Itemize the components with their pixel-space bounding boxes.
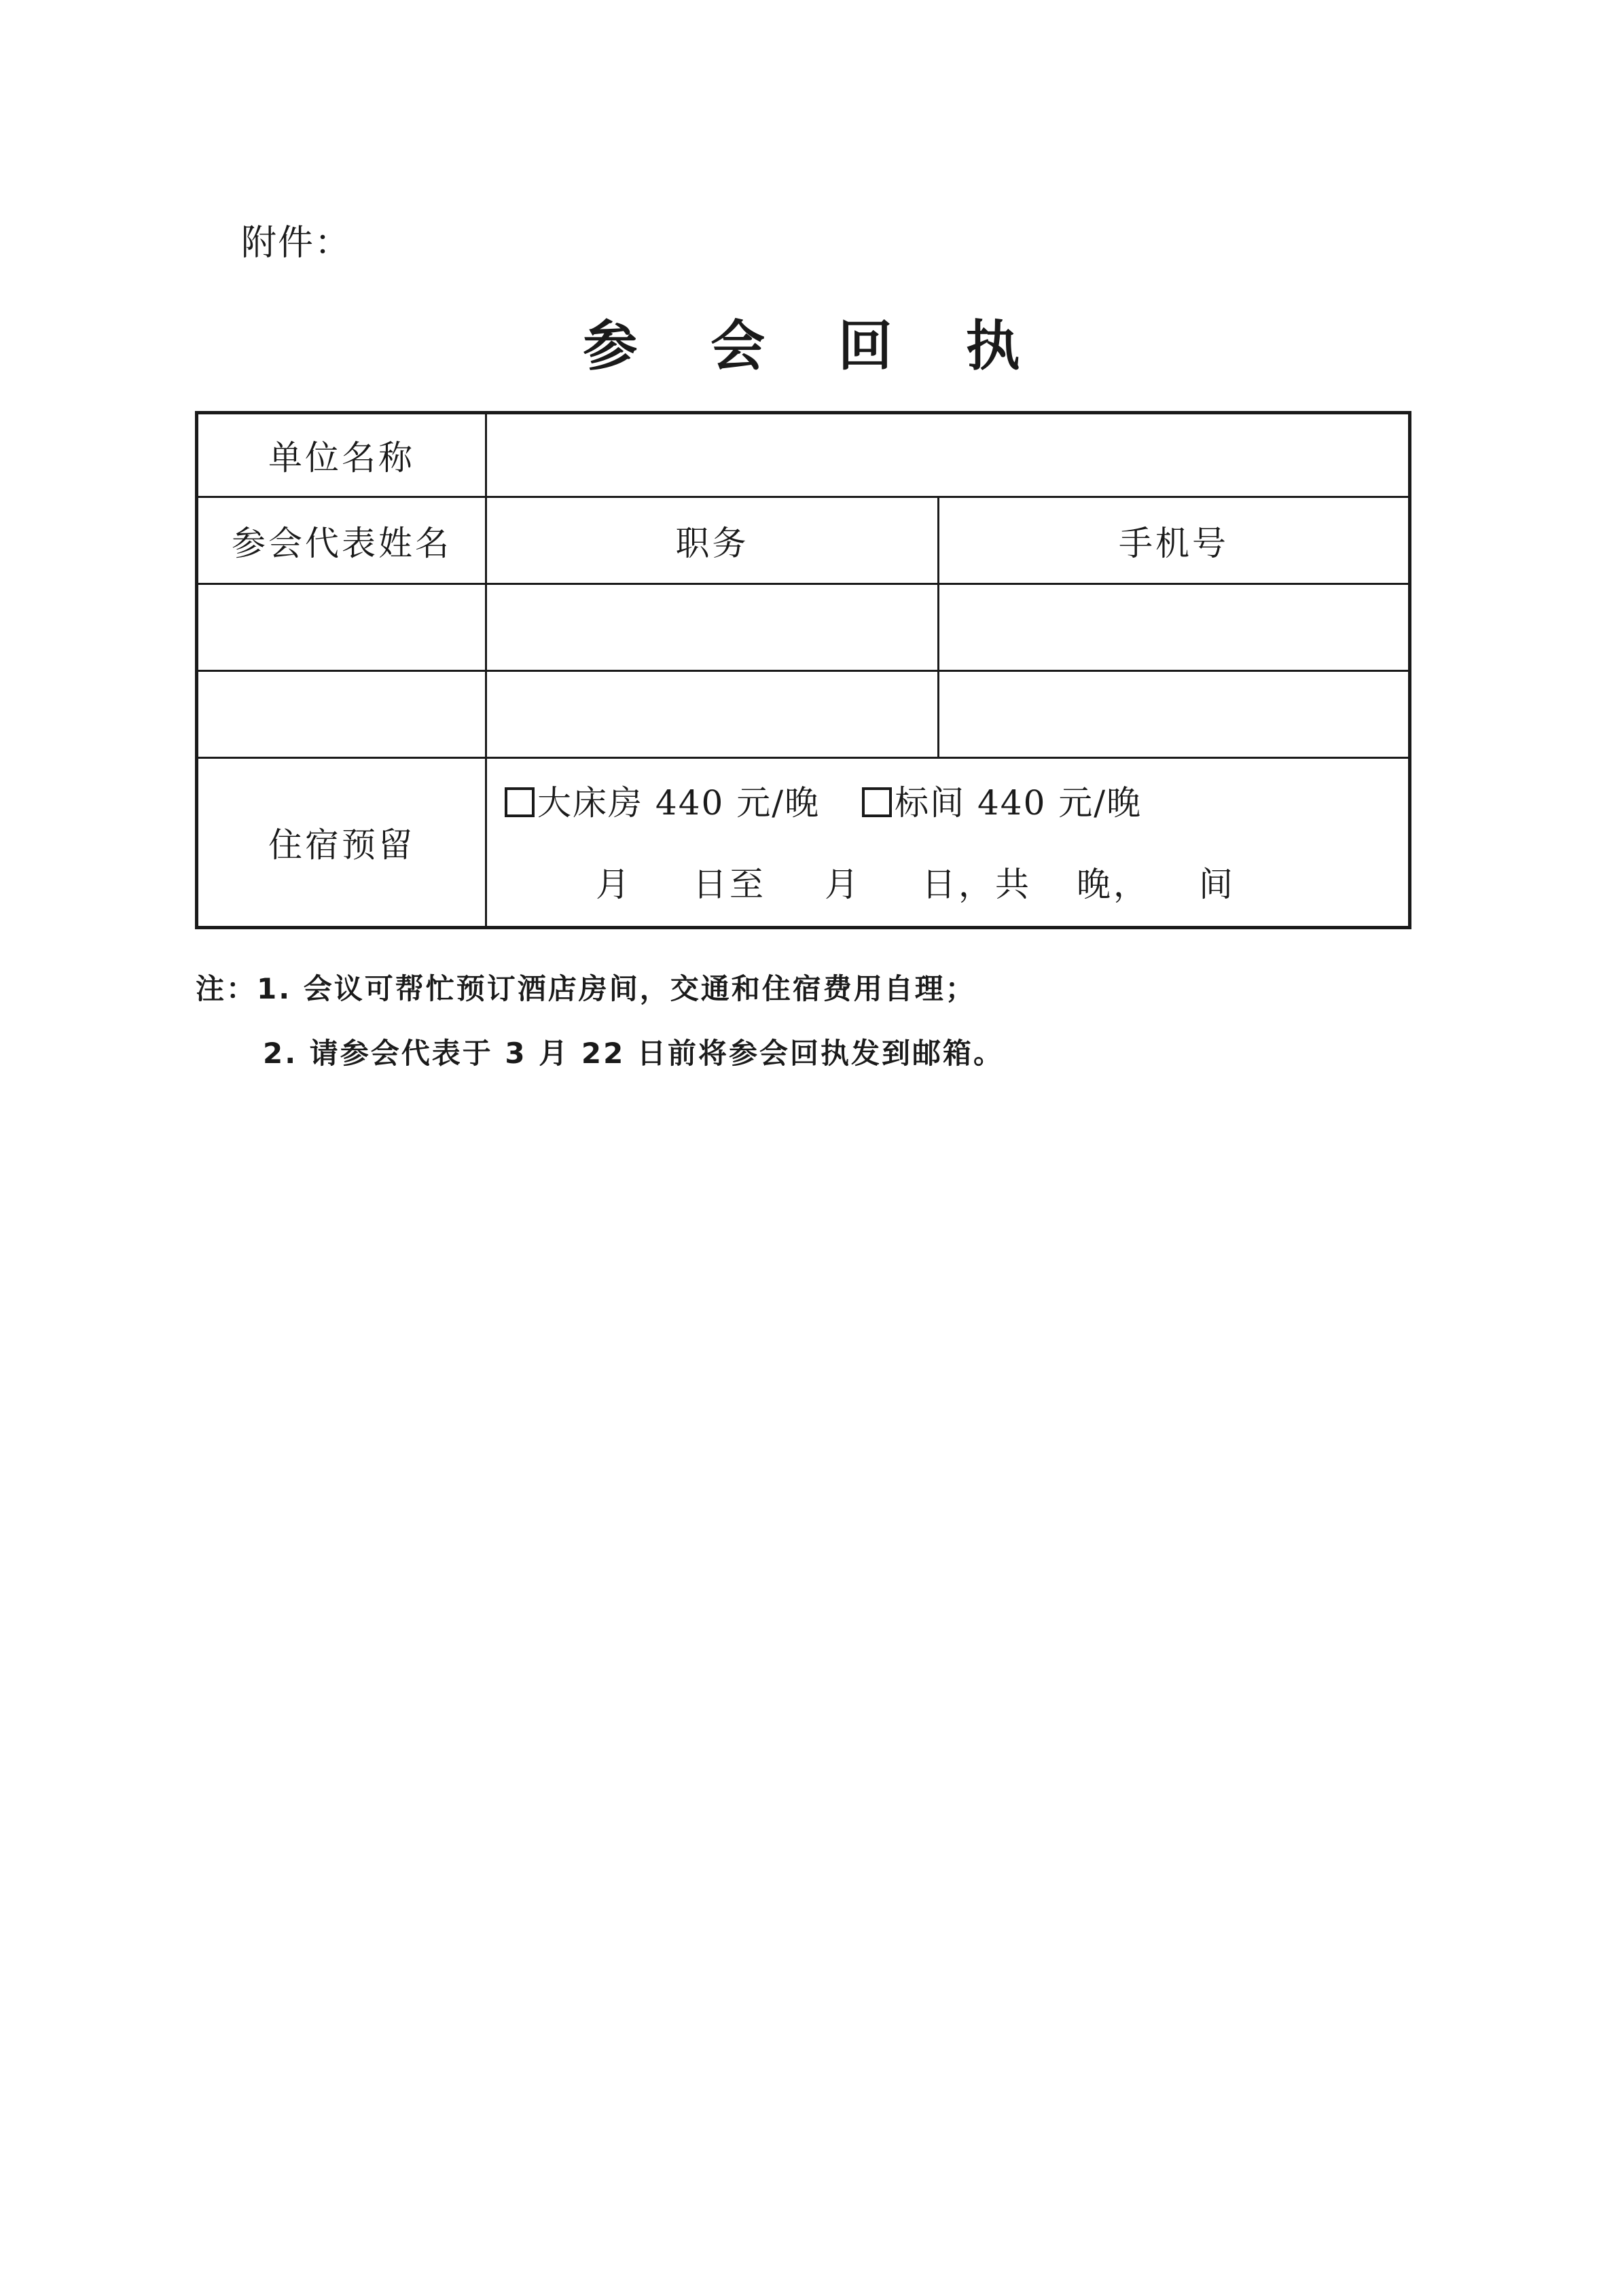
day-to-label: 日至 — [693, 865, 766, 904]
lodging-row — [197, 758, 1410, 928]
stay-dates-line — [487, 861, 1408, 908]
attachment-label: 附件： — [241, 223, 352, 264]
room-options — [505, 779, 1142, 827]
position-field[interactable] — [486, 671, 939, 758]
rooms-label: 间 — [1199, 865, 1236, 904]
month-from-label: 月 — [596, 865, 632, 904]
rep-name-field[interactable] — [197, 584, 486, 671]
twin-room-label: 标间 440 元/晚 — [895, 783, 1142, 823]
rep-name-header: 参会代表姓名 — [197, 497, 486, 584]
table-row — [197, 584, 1410, 671]
month-to-label: 月 — [825, 865, 861, 904]
king-room-checkbox[interactable] — [505, 787, 535, 817]
lodging-field — [486, 758, 1410, 928]
nights-label: 晚， — [1077, 865, 1150, 904]
rep-name-field[interactable] — [197, 671, 486, 758]
header-row — [197, 497, 1410, 584]
unit-name-label: 单位名称 — [197, 413, 486, 497]
registration-form-table — [195, 411, 1411, 929]
phone-field[interactable] — [939, 671, 1410, 758]
note-line-1: 注：1. 会议可帮忙预订酒店房间，交通和住宿费用自理； — [196, 972, 976, 1005]
day-total-label: 日，共 — [922, 865, 1032, 904]
unit-name-field[interactable] — [486, 413, 1410, 497]
table-row — [197, 671, 1410, 758]
twin-room-checkbox[interactable] — [862, 787, 892, 817]
position-header: 职务 — [486, 497, 939, 584]
lodging-label: 住宿预留 — [197, 758, 486, 928]
note-line-2: 2. 请参会代表于 3 月 22 日前将参会回执发到邮箱。 — [263, 1037, 1004, 1070]
unit-name-row — [197, 413, 1410, 497]
king-room-label: 大床房 440 元/晚 — [537, 783, 821, 823]
phone-field[interactable] — [939, 584, 1410, 671]
position-field[interactable] — [486, 584, 939, 671]
phone-header: 手机号 — [939, 497, 1410, 584]
form-title: 参 会 回 执 — [583, 315, 1047, 378]
